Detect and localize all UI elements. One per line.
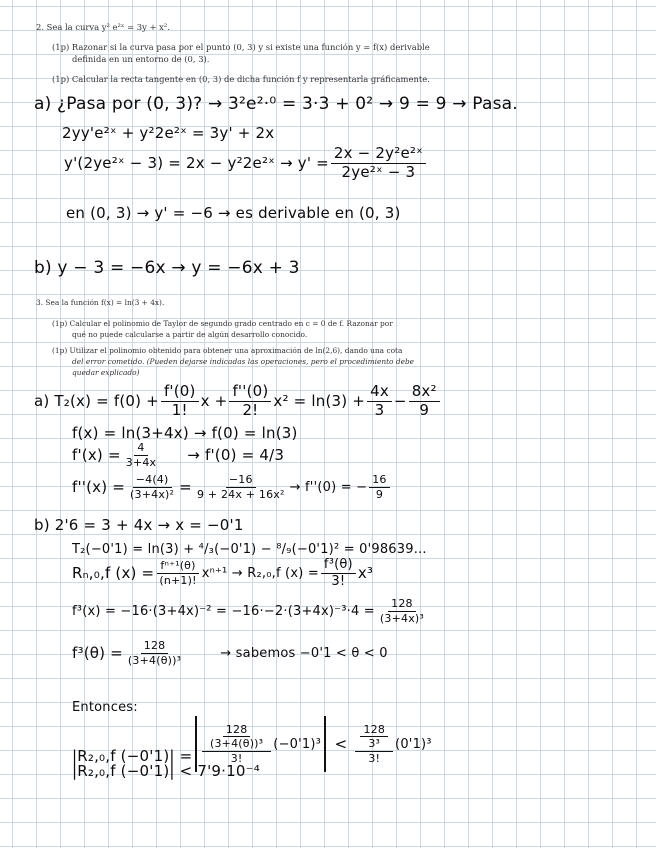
hw3a-frac-4-den: 9 [419, 400, 430, 419]
hw3b-line-4 [72, 598, 429, 624]
hw3b-line-2: T₂(−0'1) = ln(3) + ⁴/₃(−0'1) − ⁸/₉(−0'1)² = 0'98639... [72, 542, 427, 557]
hw3a-sd-f2-den: 9 + 24x + 16x² [196, 487, 285, 501]
hw3b-error-inner-fraction [207, 724, 266, 750]
hw3b-theta-bounds: → sabemos −0'1 < θ < 0 [220, 645, 388, 661]
problem-3-heading: 3. Sea la función f(x) = ln(3 + 4x). [36, 298, 165, 307]
hw3b-remainder-fraction-2 [321, 558, 356, 588]
hw3b-bound-inner-fraction [360, 724, 388, 750]
hw3b-line-3 [72, 558, 373, 588]
hw3a-sd-fraction-1 [127, 474, 177, 500]
hw3a-taylor-mid-2: x² = ln(3) + [273, 392, 366, 411]
hw3b-bound-fraction-num [355, 724, 393, 752]
hw3b-bound-end: (0'1)³ [395, 736, 432, 752]
hw2-line-2: 2yy'e²ˣ + y²2e²ˣ = 3y' + 2x [62, 124, 275, 142]
hw2-line-5: b) y − 3 = −6x → y = −6x + 3 [34, 258, 300, 278]
hw3b-theta-num: 128 [141, 640, 169, 654]
hw3a-frac-1-den: 1! [171, 400, 188, 419]
hw2-line-3-left: y'(2ye²ˣ − 3) = 2x − y²2e²ˣ → y' = [64, 154, 329, 173]
hw3a-frac-4-num: 8x² [409, 384, 440, 402]
hw3a-frac-3-den: 3 [374, 400, 385, 419]
hw3a-line-4 [72, 474, 392, 500]
hw3a-fd-num: 4 [134, 442, 147, 456]
hw3a-first-derivative-fraction [123, 442, 160, 468]
hw2-fraction-denominator: 2ye²ˣ − 3 [341, 162, 416, 181]
hw3b-rem2-num: f³(θ) [321, 558, 356, 574]
hw3b-remainder-mid: xⁿ⁺¹ → R₂,₀,f (x) = [201, 565, 319, 581]
hw3b-line-7 [72, 696, 432, 772]
problem-2-heading: 2. Sea la curva y² e²ˣ = 3y + x². [36, 22, 170, 32]
hw3a-first-derivative-label: f'(x) = [72, 446, 121, 465]
hw3b-remainder-end: x³ [357, 564, 374, 583]
hw3a-frac-2-den: 2! [242, 400, 259, 419]
hw3a-frac-quadratic-term [409, 384, 440, 419]
hw3b-err-inner-num: 128 [223, 724, 251, 738]
hw3b-theta-fraction [125, 640, 184, 666]
hw3a-frac-second-derivative [229, 384, 271, 419]
hw3b-third-derivative-fraction [377, 598, 427, 624]
problem-3-item-1-cont: qué no puede calcularse a partir de algún desarrollo conocido. [72, 330, 308, 339]
hw3b-bound-inner-den: 3³ [368, 737, 381, 751]
hw3b-error-mid: (−0'1)³ [273, 736, 322, 752]
hw3b-remainder-label: Rₙ,₀,f (x) = [72, 564, 155, 583]
hw2-line-4: en (0, 3) → y' = −6 → es derivable en (0, 3) [66, 204, 401, 222]
problem-3-item-2-cont-2: quedar explicado) [72, 368, 140, 377]
hw3a-frac-1-num: f'(0) [161, 384, 199, 402]
hw3b-error-fraction [202, 724, 271, 765]
hw3a-fd-den: 3+4x [125, 455, 157, 469]
hw3a-sd-fraction-2 [194, 474, 288, 500]
problem-2-item-1: (1p) Razonar si la curva pasa por el punto (0, 3) y si existe una función y = f(x) derivable [52, 42, 430, 52]
hw3a-second-derivative-label: f''(x) = [72, 478, 126, 497]
hw3b-line-1: b) 2'6 = 3 + 4x → x = −0'1 [34, 516, 244, 534]
hw3a-first-derivative-value: → f'(0) = 4/3 [187, 446, 285, 465]
hw3b-rem2-den: 3! [331, 573, 346, 589]
hw3b-rem-num: fⁿ⁺¹(θ) [157, 560, 198, 574]
hw3a-taylor-mid: x + [200, 392, 228, 411]
hw3a-frac-3-num: 4x [367, 384, 392, 402]
hw3a-sd-f1-den: (3+4x)² [130, 487, 175, 501]
hw3a-taylor-start: a) T₂(x) = f(0) + [34, 392, 159, 411]
hw3b-error-label: |R₂,₀,f (−0'1)| = [72, 747, 193, 765]
hw3a-sd-f3-num: 16 [369, 474, 389, 488]
hw3b-third-derivative: f³(x) = −16·(3+4x)⁻² = −16·−2·(3+4x)⁻³·4 = [72, 603, 375, 619]
hw3b-td-num: 128 [388, 598, 416, 612]
hw2-line-3 [64, 146, 428, 181]
hw3a-sd-arrow: → f''(0) = − [289, 479, 368, 495]
hw3a-sd-f3-den: 9 [375, 487, 384, 501]
hw3b-err-inner-den: (3+4(θ))³ [209, 737, 264, 751]
hw3b-rem-den: (n+1)! [159, 573, 197, 587]
hw3b-bound-fraction [355, 724, 393, 765]
hw3a-minus-sign: − [393, 392, 407, 411]
hw3a-sd-f2-num: −16 [226, 474, 256, 488]
hw3b-theta-label: f³(θ) = [72, 644, 123, 663]
hw3b-abs-bar-right [324, 716, 326, 772]
hw3a-line-2: f(x) = ln(3+4x) → f(0) = ln(3) [72, 424, 298, 442]
problem-3-item-1: (1p) Calcular el polinomio de Taylor de segundo grado centrado en c = 0 de f. Razonar por [52, 319, 393, 328]
hw3b-error-fraction-num [202, 724, 271, 752]
hw3a-line-1 [34, 384, 442, 419]
problem-3-item-2-cont: del error cometido. (Pueden dejarse indicadas las operaciones, pero el procedimiento debe [72, 357, 415, 366]
hw2-fraction-numerator: 2x − 2y²e²ˣ [331, 146, 426, 164]
hw3b-remainder-fraction [156, 560, 199, 586]
problem-2-item-1-cont: definida en un entorno de (0, 3). [72, 54, 210, 64]
hw3b-line-8: |R₂,₀,f (−0'1)| < 7'9·10⁻⁴ [72, 762, 260, 780]
hw2-line-1: a) ¿Pasa por (0, 3)? → 3²e²·⁰ = 3·3 + 0² → 9 = 9 → Pasa. [34, 94, 518, 114]
hw3b-bound-den: 3! [368, 751, 381, 765]
hw3b-less-than: < [334, 735, 348, 753]
hw3a-frac-2-num: f''(0) [229, 384, 271, 402]
hw3a-sd-fraction-3 [369, 474, 389, 500]
hw3b-td-den: (3+4x)³ [379, 611, 425, 625]
hw3b-line-6: Entonces: [72, 700, 138, 715]
hw2-derivative-fraction [331, 146, 426, 181]
hw3a-sd-f1-num: −4(4) [133, 474, 172, 488]
hw3a-line-3 [72, 442, 284, 468]
hw3a-frac-linear-term [367, 384, 392, 419]
problem-3-item-2: (1p) Utilizar el polinomio obtenido para obtener una aproximación de ln(2,6), dando una cota [52, 346, 403, 355]
hw3b-theta-den: (3+4(θ))³ [127, 653, 182, 667]
hw3b-err-den: 3! [230, 751, 243, 765]
hw3a-sd-equals: = [179, 478, 192, 497]
hw3b-bound-inner-num: 128 [360, 724, 388, 738]
hw3a-frac-first-derivative [161, 384, 199, 419]
hw3b-line-5 [72, 640, 388, 666]
problem-2-item-2: (1p) Calcular la recta tangente en (0, 3) de dicha función f y representarla gráficamente. [52, 74, 430, 84]
